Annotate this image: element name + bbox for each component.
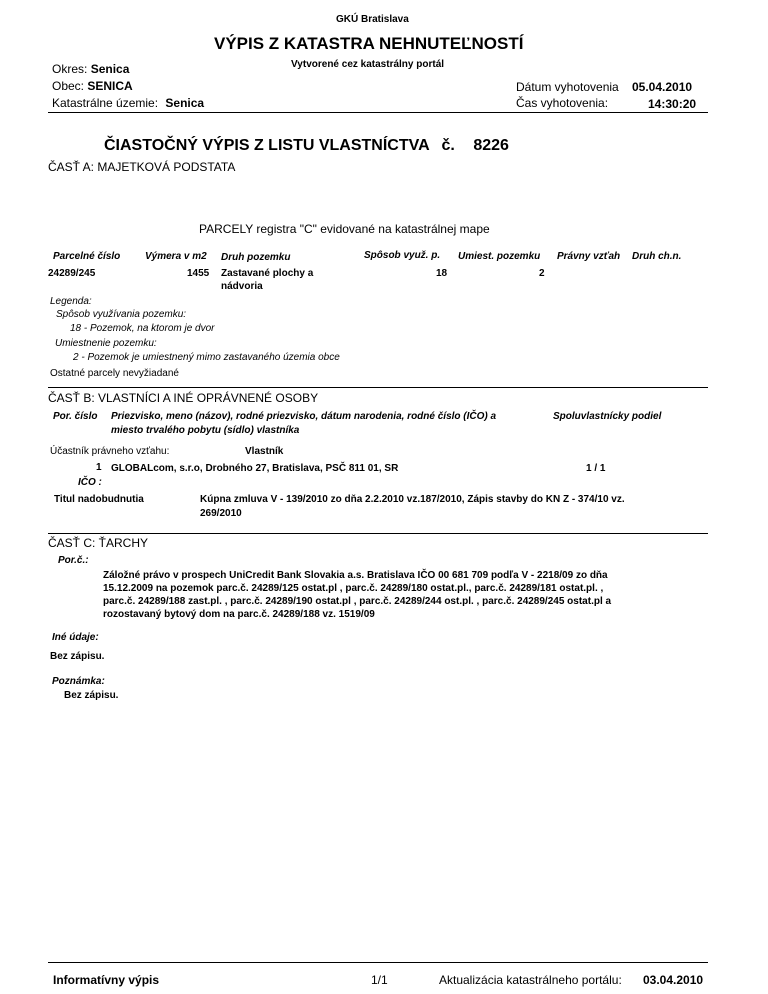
okres-row [52, 62, 129, 76]
col-owner-info-line2: miesto trvalého pobytu (sídlo) vlastníka [111, 425, 300, 436]
obec-value: SENICA [87, 79, 133, 93]
note-value: Bez zápisu. [64, 690, 119, 701]
office-name: GKÚ Bratislava [336, 14, 409, 25]
encumbrance-line-3: parc.č. 24289/188 zast.pl. , parc.č. 24289/190 ostat.pl , parc.č. 24289/244 ost.pl. , parc.č. 24289/245 ostat.pl a [103, 596, 612, 607]
note-label: Poznámka: [52, 676, 105, 687]
datum-label: Dátum vyhotovenia [516, 80, 619, 94]
col-area: Výmera v m2 [145, 251, 207, 262]
document-title: VÝPIS Z KATASTRA NEHNUTEĽNOSTÍ [214, 34, 524, 53]
katastralne-uzemie-row [52, 96, 204, 110]
datum-value: 05.04.2010 [632, 80, 693, 94]
katastralne-uzemie-value: Senica [165, 96, 205, 110]
encumbrance-line-1: Záložné právo v prospech UniCredit Bank Slovakia a.s. Bratislava IČO 00 681 709 podľa V - 2218/09 zo dňa [103, 570, 608, 581]
other-data-value: Bez zápisu. [50, 651, 105, 662]
lv-number-label: č. [441, 137, 455, 154]
acquisition-title-line1: Kúpna zmluva V - 139/2010 zo dňa 2.2.2010 vz.187/2010, Zápis stavby do KN Z - 374/10 vz. [200, 494, 625, 505]
footer-update-label: Aktualizácia katastrálneho portálu: [439, 973, 622, 987]
cas-value: 14:30:20 [648, 97, 697, 111]
legend-usage-item: 18 - Pozemok, na ktorom je dvor [70, 323, 215, 334]
legend-usage-label: Spôsob využívania pozemku: [56, 309, 187, 320]
okres-label: Okres: [52, 62, 88, 76]
obec-label: Obec: [52, 79, 85, 93]
encumbrance-order-label: Por.č.: [58, 555, 89, 566]
owner-details: GLOBALcom, s.r.o, Drobného 27, Bratislava, PSČ 811 01, SR [111, 463, 399, 474]
col-order-number: Por. číslo [53, 411, 98, 422]
col-chn-type: Druh ch.n. [632, 251, 682, 262]
col-usage: Spôsob využ. p. [364, 250, 441, 261]
part-a-heading: ČASŤ A: MAJETKOVÁ PODSTATA [48, 160, 236, 174]
footer-divider [48, 962, 708, 963]
legend-location-label: Umiestnenie pozemku: [55, 338, 157, 349]
col-location: Umiest. pozemku [458, 251, 541, 262]
parcel-type-line1: Zastavané plochy a [221, 268, 314, 279]
obec-row [52, 79, 133, 93]
col-owner-info-line1: Priezvisko, meno (názov), rodné priezvisko, dátum narodenia, rodné číslo (IČO) a [111, 411, 497, 422]
parcel-type-line2: nádvoria [221, 281, 263, 292]
footer-informative: Informatívny výpis [53, 973, 160, 987]
part-c-heading: ČASŤ C: ŤARCHY [48, 536, 149, 550]
okres-value: Senica [90, 62, 130, 76]
parcel-usage: 18 [436, 268, 448, 279]
lv-title [104, 137, 509, 155]
col-parcel-number: Parcelné číslo [53, 251, 121, 262]
parcel-location: 2 [539, 268, 545, 279]
lv-number: 8226 [473, 137, 509, 154]
encumbrance-line-2: 15.12.2009 na pozemok parc.č. 24289/125 ostat.pl , parc.č. 24289/180 ostat.pl., parc.č. 24289/181 ostat.pl. , [103, 583, 604, 594]
participant-label: Účastník právneho vzťahu: [50, 446, 170, 457]
legend-title: Legenda: [50, 296, 92, 307]
katastralne-uzemie-label: Katastrálne územie: [52, 96, 159, 110]
part-b-heading: ČASŤ B: VLASTNÍCI A INÉ OPRÁVNENÉ OSOBY [48, 391, 319, 405]
acquisition-title-label: Titul nadobudnutia [54, 494, 144, 505]
parcel-number: 24289/245 [48, 268, 96, 279]
footer-update-date: 03.04.2010 [643, 973, 704, 987]
parcel-area: 1455 [187, 268, 210, 279]
acquisition-title-line2: 269/2010 [200, 508, 242, 519]
encumbrance-line-4: rozostavaný bytový dom na parc.č. 24289/188 vz. 1519/09 [103, 609, 375, 620]
col-share: Spoluvlastnícky podiel [553, 411, 662, 422]
participant-value: Vlastník [245, 446, 284, 457]
document-subtitle: Vytvorené cez katastrálny portál [291, 59, 445, 70]
legend-other: Ostatné parcely nevyžiadané [50, 368, 179, 379]
cas-label: Čas vyhotovenia: [516, 96, 609, 110]
lv-title-text: ČIASTOČNÝ VÝPIS Z LISTU VLASTNÍCTVA [104, 137, 430, 154]
ico-label: IČO : [78, 477, 102, 488]
other-data-label: Iné údaje: [52, 632, 99, 643]
owner-number: 1 [96, 462, 102, 473]
col-legal-relation: Právny vzťah [557, 251, 621, 262]
owner-share: 1 / 1 [586, 463, 606, 474]
part-c-divider [48, 533, 708, 534]
legend-location-item: 2 - Pozemok je umiestnený mimo zastavaného územia obce [73, 352, 340, 363]
parcels-title: PARCELY registra "C" evidované na katastrálnej mape [199, 222, 490, 236]
footer-page-number: 1/1 [371, 973, 388, 987]
header-divider [48, 112, 708, 113]
col-land-type: Druh pozemku [221, 252, 291, 263]
part-b-divider [48, 387, 708, 388]
